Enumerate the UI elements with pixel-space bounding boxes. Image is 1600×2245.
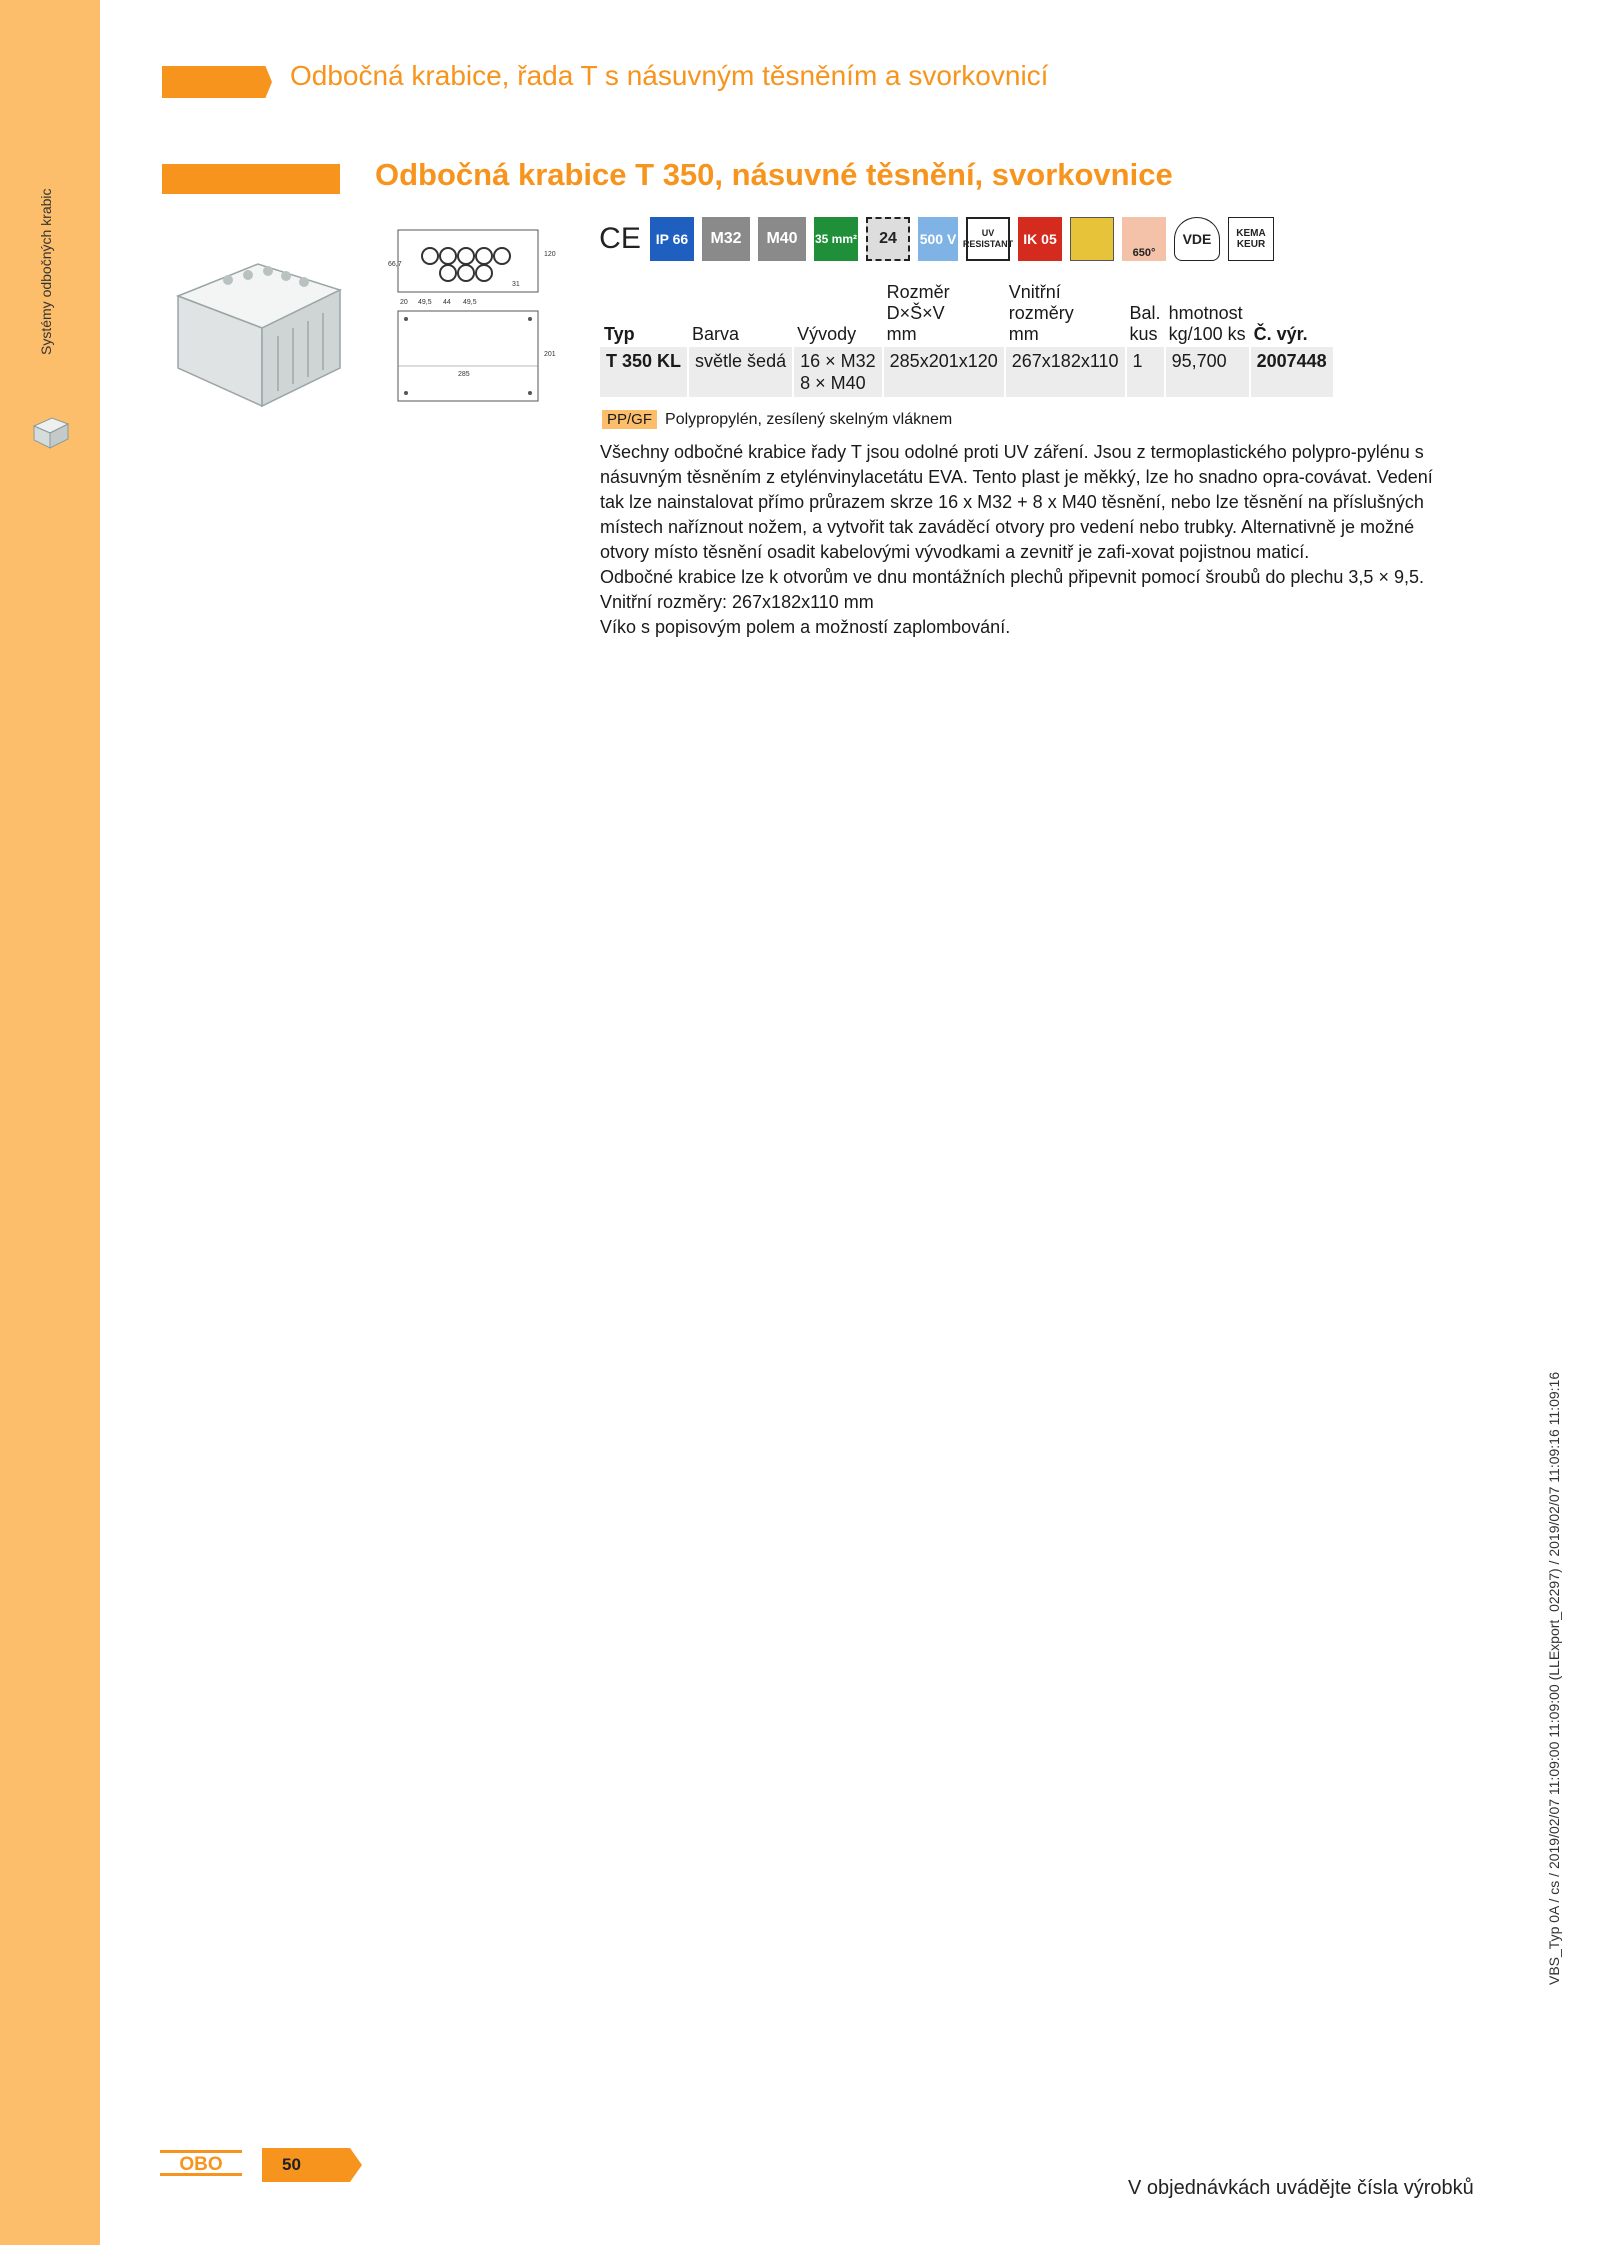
cell-cvyr: 2007448 bbox=[1250, 347, 1333, 397]
uv-resistant-icon: UV RESISTANT bbox=[966, 217, 1010, 261]
header-accent-bar bbox=[162, 66, 272, 98]
material-text: Polypropylén, zesílený skelným vláknem bbox=[665, 410, 953, 428]
dim-offset-label: 20 bbox=[400, 299, 408, 306]
description-paragraph: Odbočné krabice lze k otvorům ve dnu montážních plechů připevnit pomocí šroubů do plechu 3,5 × 9,5. bbox=[600, 567, 1424, 587]
description-paragraph: Všechny odbočné krabice řady T jsou odolné proti UV záření. Jsou z termoplastického polypro-pylénu s násuvným těsněním z etylénvinylacetátu EVA. Tento plast je měkký, lze ho snadno opra-covávat. Vedení tak lze nainstalovat přímo průrazem skrze 16 x M32 + 8 x M40 těsnění, nebo lze těsnění na příslušných místech naříznout nožem, a vytvořit tak zaváděcí otvory pro vedení nebo trubky. Alternativně je možné otvory místo těsnění osadit kabelovými vývodkami a zevnitř je zafi-xovat pojistnou maticí. bbox=[600, 442, 1433, 562]
footer-note: V objednávkách uvádějte čísla výrobků bbox=[1128, 2177, 1474, 2199]
sidebar-title: Systémy odbočných krabic bbox=[38, 188, 54, 355]
cell-rozmer: 285x201x120 bbox=[883, 347, 1005, 397]
glow-wire-icon: 650° bbox=[1122, 217, 1166, 261]
dim-length-label: 285 bbox=[458, 371, 470, 378]
col-barva: Barva bbox=[692, 324, 740, 344]
dim-width-label: 201 bbox=[544, 351, 556, 358]
cell-vyvody: 16 × M32 8 × M40 bbox=[793, 347, 883, 397]
dimension-drawing bbox=[388, 226, 556, 406]
product-title: Odbočná krabice T 350, násuvné těsnění, svorkovnice bbox=[375, 157, 1173, 192]
material-info bbox=[602, 410, 952, 429]
product-photo bbox=[168, 256, 348, 416]
cell-typ: T 350 KL bbox=[600, 347, 688, 397]
cell-hmotnost: 95,700 bbox=[1165, 347, 1250, 397]
ce-icon: CE bbox=[599, 222, 641, 255]
page-title: Odbočná krabice, řada T s násuvným těsněním a svorkovnicí bbox=[290, 60, 1049, 91]
ip66-icon: IP 66 bbox=[650, 217, 694, 261]
col-rozmer: Rozměr D×Š×V mm bbox=[886, 282, 950, 344]
col-hmotnost: hmotnost kg/100 ks bbox=[1168, 303, 1246, 344]
cell-bal: 1 bbox=[1126, 347, 1165, 397]
page-number: 50 bbox=[282, 2155, 301, 2174]
cell-vnitrni: 267x182x110 bbox=[1005, 347, 1126, 397]
col-vnitrni: Vnitřní rozměry mm bbox=[1008, 282, 1074, 344]
obo-logo-text: OBO bbox=[179, 2154, 223, 2175]
specification-table bbox=[600, 282, 1333, 397]
col-vyvody: Vývody bbox=[797, 324, 857, 344]
description-paragraph: Vnitřní rozměry: 267x182x110 mm bbox=[600, 592, 874, 612]
export-info: VBS_Typ 0A / cs / 2019/02/07 11:09:00 11:09:00 (LLExport_02297) / 2019/02/07 11:09:16 11:09:16 bbox=[1546, 1371, 1562, 1985]
dim-height-label: 66,7 bbox=[388, 261, 402, 268]
page-number-tag bbox=[262, 2148, 362, 2182]
dim-total-height-label: 120 bbox=[544, 251, 556, 258]
kema-keur-icon: KEMA KEUR bbox=[1228, 217, 1274, 261]
table-row bbox=[600, 347, 1333, 397]
cross-section-icon: 35 mm² bbox=[814, 217, 858, 261]
col-cvyr: Č. výr. bbox=[1253, 324, 1308, 344]
material-tag: PP/GF bbox=[602, 410, 657, 429]
col-bal: Bal. kus bbox=[1129, 303, 1161, 344]
table-header-row bbox=[600, 282, 1333, 347]
terminals-icon: 24 bbox=[866, 217, 910, 261]
product-description bbox=[600, 440, 1440, 640]
junction-box-thumbnail-icon bbox=[30, 412, 70, 452]
m32-icon: M32 bbox=[702, 217, 750, 261]
side-band bbox=[0, 0, 100, 2245]
dim-gland-label: 31 bbox=[512, 281, 520, 288]
product-accent-bar bbox=[162, 164, 340, 194]
dim-pitch-c-label: 49,5 bbox=[463, 299, 477, 306]
obo-logo bbox=[160, 2150, 242, 2176]
ik05-icon: IK 05 bbox=[1018, 217, 1062, 261]
vde-icon: VDE bbox=[1174, 217, 1220, 261]
m40-icon: M40 bbox=[758, 217, 806, 261]
cell-barva: světle šedá bbox=[688, 347, 793, 397]
col-typ: Typ bbox=[604, 324, 635, 344]
description-paragraph: Víko s popisovým polem a možností zaplombování. bbox=[600, 617, 1011, 637]
voltage-icon: 500 V bbox=[918, 217, 958, 261]
certification-icons bbox=[598, 217, 1274, 261]
dim-pitch-a-label: 49,5 bbox=[418, 299, 432, 306]
dim-pitch-b-label: 44 bbox=[443, 299, 451, 306]
halogen-free-icon bbox=[1070, 217, 1114, 261]
